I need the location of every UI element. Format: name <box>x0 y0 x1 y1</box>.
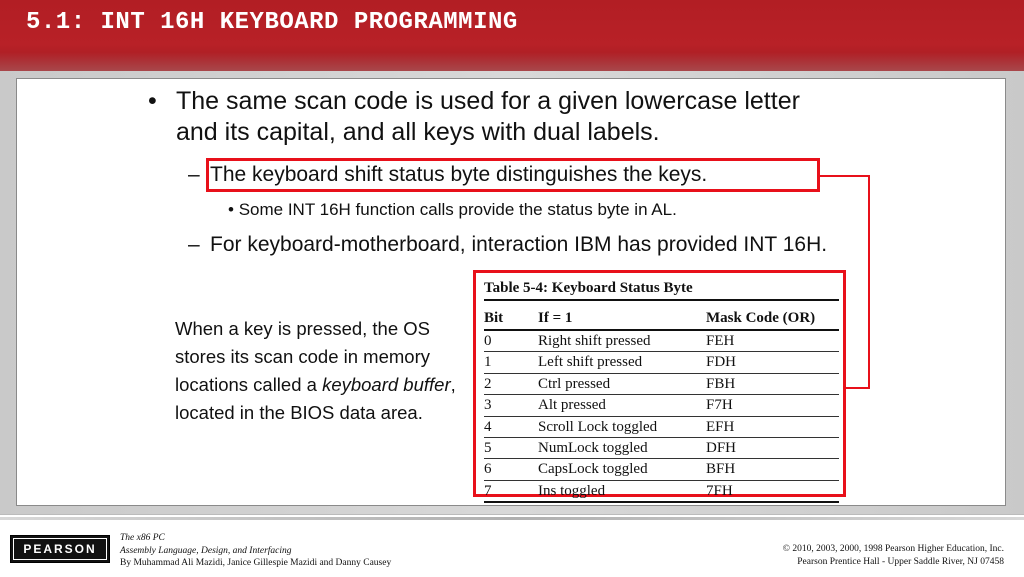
cell-bit: 5 <box>484 439 492 456</box>
header-mask: Mask Code (OR) <box>706 310 816 326</box>
logo-text: PEARSON <box>23 542 97 556</box>
bullet-marker: • <box>228 200 234 219</box>
cell-mask: BFH <box>706 461 736 478</box>
side-note-italic: keyboard buffer <box>322 374 451 395</box>
side-note <box>175 315 475 427</box>
table-row <box>484 374 839 395</box>
side-note-text: When a key is pressed, the OS stores its scan code in memory locations called a <box>175 318 431 395</box>
cell-if: Ctrl pressed <box>538 375 611 392</box>
table-row <box>484 352 839 373</box>
cell-bit: 7 <box>484 482 492 499</box>
cell-bit: 0 <box>484 333 492 349</box>
cell-if: CapsLock toggled <box>538 461 648 478</box>
bullet-text: The keyboard shift status byte distinguishes the keys. <box>210 163 708 186</box>
bullet-level1 <box>148 86 848 148</box>
cell-bit: 4 <box>484 418 492 435</box>
book-subtitle: Assembly Language, Design, and Interfacing <box>120 545 292 556</box>
book-title: The x86 PC <box>120 533 165 543</box>
copyright-line-2: Pearson Prentice Hall - Upper Saddle River, NJ 07458 <box>797 556 1004 567</box>
copyright <box>783 543 1004 568</box>
book-credit <box>120 532 391 570</box>
status-byte-table <box>484 277 839 503</box>
cell-bit: 6 <box>484 461 492 478</box>
header-bit: Bit <box>484 310 504 326</box>
cell-mask: FDH <box>706 354 737 371</box>
bullet-text: Some INT 16H function calls provide the status byte in AL. <box>238 200 677 219</box>
cell-if: Right shift pressed <box>538 333 651 349</box>
cell-mask: FEH <box>706 333 735 349</box>
cell-mask: EFH <box>706 418 735 435</box>
slide-title: 5.1: INT 16H KEYBOARD PROGRAMMING <box>26 9 518 36</box>
cell-bit: 3 <box>484 397 492 414</box>
pearson-logo <box>10 535 110 563</box>
table-row <box>484 331 839 352</box>
cell-mask: F7H <box>706 397 733 414</box>
cell-if: NumLock toggled <box>538 439 648 456</box>
bullet-marker: • <box>148 87 157 115</box>
cell-if: Left shift pressed <box>538 354 643 371</box>
table-row <box>484 459 839 480</box>
bullet-text: For keyboard-motherboard, interaction IBM has provided INT 16H. <box>210 233 828 256</box>
cell-mask: FBH <box>706 375 736 392</box>
dash-marker: – <box>188 163 200 186</box>
cell-mask: DFH <box>706 439 737 456</box>
book-authors: By Muhammad Ali Mazidi, Janice Gillespie Mazidi and Danny Causey <box>120 558 392 568</box>
table-title: Table 5-4: Keyboard Status Byte <box>484 277 839 301</box>
header-if: If = 1 <box>538 310 573 326</box>
cell-if: Scroll Lock toggled <box>538 418 658 435</box>
cell-mask: 7FH <box>706 482 733 499</box>
cell-bit: 2 <box>484 375 492 392</box>
status-byte-table-box <box>473 270 846 497</box>
table-row <box>484 481 839 503</box>
cell-bit: 1 <box>484 354 492 371</box>
footer-divider <box>0 517 1024 520</box>
cell-if: Ins toggled <box>538 482 606 499</box>
table-row <box>484 417 839 438</box>
table-row <box>484 438 839 459</box>
bullet-level3 <box>228 199 677 221</box>
table-row <box>484 395 839 416</box>
table-header-row <box>484 301 839 331</box>
highlight-box <box>206 158 820 192</box>
bullet-level2-int16h <box>188 231 868 259</box>
dash-marker: – <box>188 233 200 256</box>
bullet-text: The same scan code is used for a given lowercase letter and its capital, and all keys with dual labels. <box>176 87 800 146</box>
cell-if: Alt pressed <box>538 397 606 414</box>
copyright-line-1: © 2010, 2003, 2000, 1998 Pearson Higher Education, Inc. <box>782 544 1004 554</box>
side-note-text-end: , located in the BIOS data area. <box>175 374 456 423</box>
